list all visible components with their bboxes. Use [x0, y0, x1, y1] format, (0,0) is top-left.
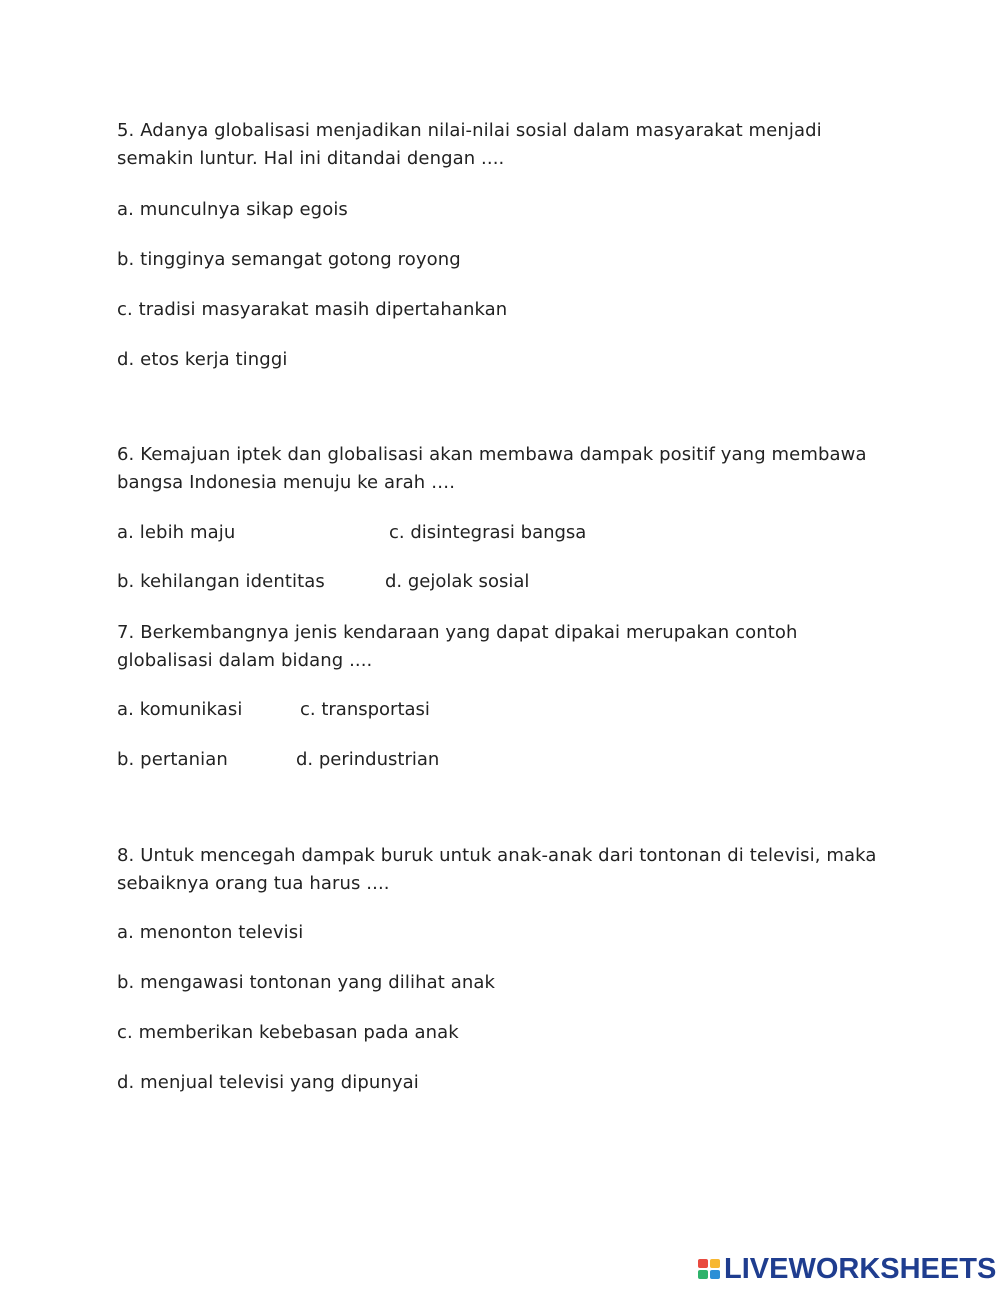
question-7-option-b[interactable]: b. pertanian: [117, 749, 228, 770]
question-8-option-b[interactable]: b. mengawasi tontonan yang dilihat anak: [117, 972, 495, 993]
question-6-text: 6. Kemajuan iptek dan globalisasi akan membawa dampak positif yang membawa bangsa Indonesia menuju ke arah ….: [117, 444, 867, 493]
question-6-option-b[interactable]: b. kehilangan identitas: [117, 571, 325, 592]
question-5-text: 5. Adanya globalisasi menjadikan nilai-nilai sosial dalam masyarakat menjadi semakin luntur. Hal ini ditandai dengan ....: [117, 120, 822, 169]
question-8-option-a[interactable]: a. menonton televisi: [117, 922, 304, 943]
question-8-option-c[interactable]: c. memberikan kebebasan pada anak: [117, 1022, 459, 1043]
logo-block-1: [698, 1259, 708, 1268]
question-6-option-a[interactable]: a. lebih maju: [117, 522, 236, 543]
logo-block-3: [698, 1270, 708, 1279]
question-5-option-a[interactable]: a. munculnya sikap egois: [117, 199, 348, 220]
question-5-option-c[interactable]: c. tradisi masyarakat masih dipertahankan: [117, 299, 508, 320]
logo-text: LIVEWORKSHEETS: [724, 1253, 997, 1285]
question-6-option-c[interactable]: c. disintegrasi bangsa: [389, 522, 587, 543]
logo-block-2: [710, 1259, 720, 1268]
question-7-option-a[interactable]: a. komunikasi: [117, 699, 243, 720]
question-7-option-c[interactable]: c. transportasi: [300, 699, 430, 720]
question-7-option-d[interactable]: d. perindustrian: [296, 749, 440, 770]
question-6-option-d[interactable]: d. gejolak sosial: [385, 571, 530, 592]
question-8-text: 8. Untuk mencegah dampak buruk untuk anak-anak dari tontonan di televisi, maka sebaiknya orang tua harus ....: [117, 845, 877, 894]
question-5-option-b[interactable]: b. tingginya semangat gotong royong: [117, 249, 461, 270]
logo-blocks-icon: [698, 1259, 720, 1279]
question-7-text: 7. Berkembangnya jenis kendaraan yang dapat dipakai merupakan contoh globalisasi dalam bidang ....: [117, 622, 798, 671]
liveworksheets-logo: [698, 1254, 996, 1284]
question-8-option-d[interactable]: d. menjual televisi yang dipunyai: [117, 1072, 419, 1093]
question-5-option-d[interactable]: d. etos kerja tinggi: [117, 349, 288, 370]
logo-block-4: [710, 1270, 720, 1279]
